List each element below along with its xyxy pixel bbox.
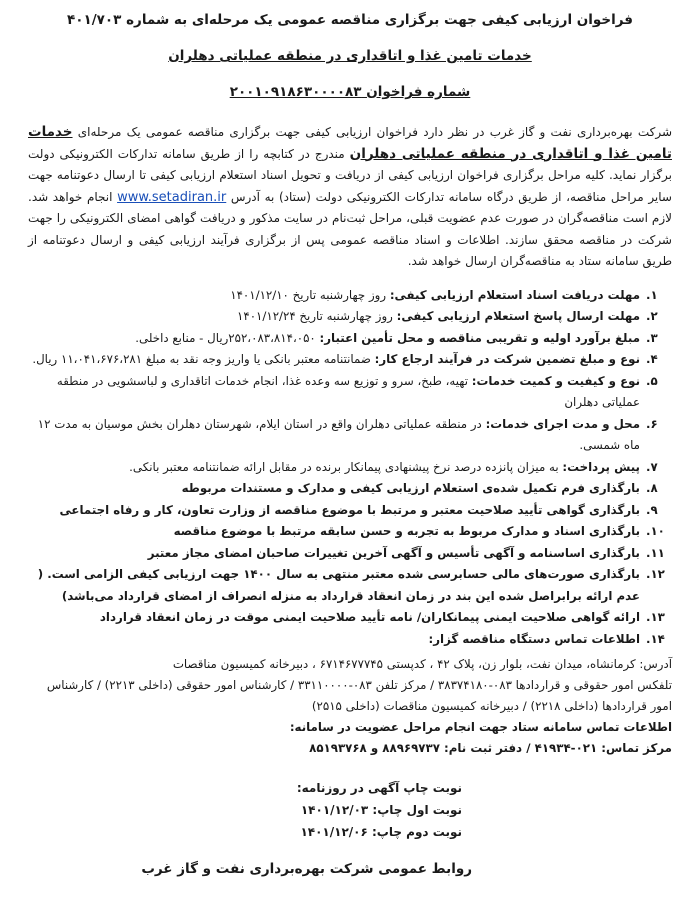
intro-paragraph xyxy=(28,122,672,273)
item-number: ۱۴. xyxy=(646,631,665,646)
item-text: ضمانتنامه معتبر بانکی یا واریز وجه نقد به مبلغ ۱۱،۰۴۱،۶۷۶،۲۸۱ ریال. xyxy=(32,352,375,366)
list-item xyxy=(28,629,672,651)
publication-first: نوبت اول چاپ: ۱۴۰۱/۱۲/۰۳ xyxy=(300,803,462,817)
item-text: روز چهارشنبه تاریخ ۱۴۰۱/۱۲/۱۰ xyxy=(230,287,390,302)
item-text: در منطقه عملیاتی دهلران واقع در استان ایلام، شهرستان دهلران بخش موسیان به مدت ۱۲ ماه شمسی. xyxy=(37,416,640,452)
item-text: تهیه، طبخ، سرو و توزیع سه وعده غذا، انجام خدمات اتاقداری و لباسشویی در منطقه عملیاتی دهلران xyxy=(56,373,640,409)
item-text: اطلاعات تماس دستگاه مناقصه گزار: xyxy=(428,631,640,646)
list-item xyxy=(28,285,672,307)
list-item xyxy=(28,371,672,414)
document-title: فراخوان ارزیابی کیفی جهت برگزاری مناقصه عمومی یک مرحله‌ای به شماره ۴۰۱/۷۰۳ xyxy=(67,12,633,28)
list-item xyxy=(28,328,672,350)
document-subtitle: خدمات تامین غذا و اتاقداری در منطقه عملیاتی دهلران xyxy=(168,48,532,64)
list-item xyxy=(28,543,672,565)
tender-number: شماره فراخوان ۲۰۰۱۰۹۱۸۶۳۰۰۰۰۸۳ xyxy=(229,84,471,100)
item-number: ۵. xyxy=(646,373,658,388)
list-item xyxy=(28,607,672,629)
setad-contact-label: اطلاعات تماس سامانه ستاد جهت انجام مراحل عضویت در سامانه: xyxy=(289,720,672,734)
contact-address: آدرس: کرمانشاه، میدان نفت، بلوار زن، پلاک ۴۲ ، کدپستی ۶۷۱۴۶۷۷۷۴۵ ، دبیرخانه کمیسیون مناقصات xyxy=(172,657,672,671)
item-label: مبلغ برآورد اولیه و تقریبی مناقصه و محل تأمین اعتبار: xyxy=(319,330,640,345)
item-number: ۸. xyxy=(646,481,658,495)
item-label: محل و مدت اجرای خدمات: xyxy=(485,416,640,431)
item-label: نوع و مبلغ تضمین شرکت در فرآیند ارجاع کار: xyxy=(374,352,640,366)
list-item xyxy=(28,306,672,328)
item-number: ۴. xyxy=(646,352,658,366)
item-text: بارگذاری فرم تکمیل شده‌ی استعلام ارزیابی کیفی و مدارک و مستندات مربوطه xyxy=(181,481,640,495)
intro-text-1: شرکت بهره‌برداری نفت و گاز غرب در نظر دارد فراخوان ارزیابی کیفی جهت برگزاری مناقصه عمومی یک مرحله‌ای xyxy=(72,125,672,139)
item-label: مهلت دریافت اسناد استعلام ارزیابی کیفی: xyxy=(389,287,640,302)
publication-info xyxy=(28,777,462,843)
list-item xyxy=(28,414,672,457)
item-number: ۱۳. xyxy=(646,610,665,624)
item-text: ارائه گواهی صلاحیت ایمنی پیمانکاران/ نامه تأیید صلاحیت ایمنی موقت در زمان انعقاد قرارداد xyxy=(99,610,640,624)
publication-heading: نوبت چاپ آگهی در روزنامه: xyxy=(296,781,462,795)
footer-signature: روابط عمومی شرکت بهره‌برداری نفت و گاز غرب xyxy=(141,861,472,877)
contact-phones: تلفکس امور حقوقی و قراردادها ۰۸۳-۳۸۳۷۴۱۸۰ / مرکز تلفن ۰۸۳-۳۳۱۱۰۰۰۰ / کارشناس امور حقوقی (داخلی ۲۲۱۳) / کارشناس امور قراردادها (داخلی ۲۲۱۸) / دبیرخانه کمیسیون مناقصات (داخلی ۲۵۱۵) xyxy=(46,678,672,713)
publication-second: نوبت دوم چاپ: ۱۴۰۱/۱۲/۰۶ xyxy=(300,825,462,839)
intro-text-2: مندرج در کتابچه را از طریق سامانه تدارکات الکترونیکی دولت برگزار نماید. کلیه مراحل برگزاری فراخوان ارزیابی کیفی از دریافت و تحویل اسناد استعلام ارزیابی کیفی تا ارسال دعوتنامه جهت سایر مراحل مناقصه، از طریق درگاه سامانه تدارکات الکترونیکی دولت (ستاد) به آدرس xyxy=(28,146,672,204)
item-number: ۱۱. xyxy=(646,545,665,560)
item-label: نوع و کیفیت و کمیت خدمات: xyxy=(471,373,640,388)
requirements-list xyxy=(28,285,672,651)
list-item xyxy=(28,457,672,479)
item-number: ۱. xyxy=(646,287,658,302)
item-text: بارگذاری صورت‌های مالی حسابرسی شده معتبر منتهی به سال ۱۴۰۰ جهت ارزیابی کیفی الزامی است. ( عدم ارائه برابراصل شده این بند در زمان انعقاد قرارداد به منزله انصراف از امضای قرارداد می‌باشد) xyxy=(37,567,640,603)
list-item xyxy=(28,564,672,607)
item-text: ۲۵۲،۰۸۳،۸۱۴،۰۵۰ریال - منابع داخلی. xyxy=(135,330,320,345)
setad-link[interactable]: www.setadiran.ir xyxy=(117,189,227,205)
item-text: بارگذاری گواهی تأیید صلاحیت معتبر و مرتبط با موضوع مناقصه از وزارت تعاون، کار و رفاه اجتماعی xyxy=(59,502,640,517)
item-number: ۳. xyxy=(646,330,658,345)
item-number: ۱۲. xyxy=(646,567,665,581)
item-label: مهلت ارسال پاسخ استعلام ارزیابی کیفی: xyxy=(396,309,640,323)
intro-service-name: خدمات تامین غذا و اتاقداری در منطقه عملیاتی دهلران xyxy=(28,124,672,162)
item-number: ۹. xyxy=(646,502,658,517)
item-text: بارگذاری اساسنامه و آگهی تأسیس و آگهی آخرین تغییرات صاحبان امضای مجاز معتبر xyxy=(147,545,640,560)
item-number: ۷. xyxy=(646,459,658,474)
item-text: به میزان پانزده درصد نرخ پیشنهادی پیمانکار برنده در مقابل ارائه ضمانتنامه معتبر بانکی. xyxy=(129,459,563,474)
intro-text-3: انجام خواهد شد. لازم است مناقصه‌گران در صورت عدم عضویت قبلی، مراحل ثبت‌نام در سایت مذکور و دریافت گواهی امضای الکترونیکی را جهت شرکت در مناقصه محقق سازند. اطلاعات و اسناد مناقصه عمومی پس از برگزاری فرآیند ارزیابی کیفی و ارسال دعوتنامه از طریق سامانه ستاد به مناقصه‌گران ارسال خواهد شد. xyxy=(28,189,672,268)
item-text: روز چهارشنبه تاریخ ۱۴۰۱/۱۲/۲۴ xyxy=(237,309,397,323)
setad-contact-numbers: مرکز تماس: ۰۲۱-۴۱۹۳۴ / دفتر ثبت نام: ۸۸۹۶۹۷۳۷ و ۸۵۱۹۳۷۶۸ xyxy=(309,741,672,755)
item-number: ۱۰. xyxy=(646,524,665,538)
item-number: ۶. xyxy=(646,416,658,431)
item-number: ۲. xyxy=(646,309,658,323)
item-text: بارگذاری اسناد و مدارک مربوط به تجربه و حسن سابقه مرتبط با موضوع مناقصه xyxy=(173,524,640,538)
list-item xyxy=(28,478,672,500)
list-item xyxy=(28,521,672,543)
list-item xyxy=(28,349,672,371)
list-item xyxy=(28,500,672,522)
item-label: پیش پرداخت: xyxy=(562,459,640,474)
contact-section xyxy=(28,654,672,759)
